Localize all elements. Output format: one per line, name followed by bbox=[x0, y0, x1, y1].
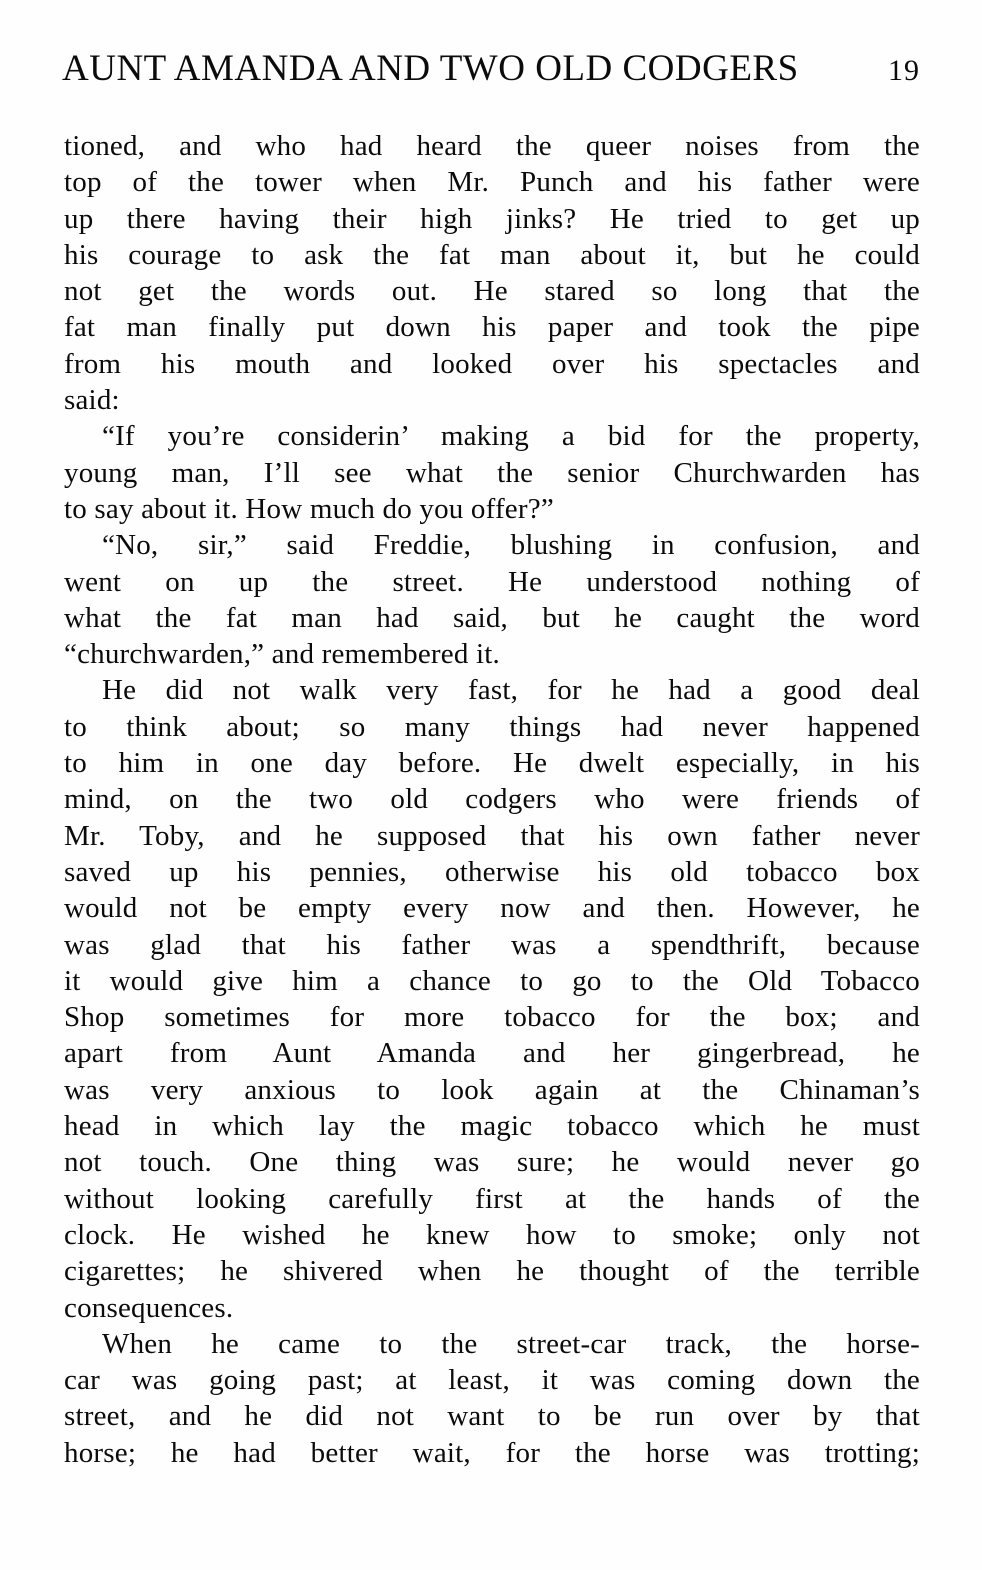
text-line: said: bbox=[64, 384, 120, 417]
text-line: went on up the street. He understood nothing of bbox=[64, 565, 920, 598]
text-line: saved up his pennies, otherwise his old tobacco box bbox=[64, 855, 920, 888]
text-line: not get the words out. He stared so long that the bbox=[64, 275, 920, 308]
text-line: fat man finally put down his paper and took the pipe bbox=[64, 311, 920, 344]
text-line: to think about; so many things had never happened bbox=[64, 710, 920, 743]
text-line: car was going past; at least, it was coming down the bbox=[64, 1364, 920, 1397]
text-line: clock. He wished he knew how to smoke; only not bbox=[64, 1218, 920, 1251]
running-head bbox=[62, 0, 920, 92]
text-line: it would give him a chance to go to the Old Tobacco bbox=[64, 964, 920, 997]
text-line: what the fat man had said, but he caught the word bbox=[64, 601, 920, 634]
text-line: cigarettes; he shivered when he thought of the terrible bbox=[64, 1255, 920, 1288]
text-line: When he came to the street-car track, the horse- bbox=[102, 1327, 920, 1360]
running-head-title: AUNT AMANDA AND TWO OLD CODGERS bbox=[62, 48, 799, 89]
text-line: He did not walk very fast, for he had a good deal bbox=[102, 674, 920, 707]
text-line: Mr. Toby, and he supposed that his own father never bbox=[64, 819, 920, 852]
text-line: would not be empty every now and then. However, he bbox=[64, 892, 920, 925]
text-line: from his mouth and looked over his spectacles and bbox=[64, 347, 920, 380]
text-line: not touch. One thing was sure; he would never go bbox=[64, 1146, 920, 1179]
text-line: street, and he did not want to be run over by that bbox=[64, 1400, 920, 1433]
text-line: to say about it. How much do you offer?” bbox=[64, 492, 554, 525]
text-line: “churchwarden,” and remembered it. bbox=[64, 638, 500, 671]
text-line: to him in one day before. He dwelt especially, in his bbox=[64, 747, 920, 780]
page-body bbox=[64, 128, 920, 1471]
text-line: was glad that his father was a spendthrift, because bbox=[64, 928, 920, 961]
text-line: “No, sir,” said Freddie, blushing in confusion, and bbox=[102, 529, 920, 562]
text-line: tioned, and who had heard the queer noises from the bbox=[64, 130, 920, 162]
page-number: 19 bbox=[888, 54, 920, 87]
text-line: horse; he had better wait, for the horse was trotting; bbox=[64, 1436, 920, 1469]
text-line: “If you’re considerin’ making a bid for the property, bbox=[102, 420, 920, 453]
text-line: up there having their high jinks? He tried to get up bbox=[64, 202, 920, 235]
text-line: without looking carefully first at the hands of the bbox=[64, 1182, 920, 1215]
text-line: young man, I’ll see what the senior Churchwarden has bbox=[64, 456, 920, 489]
text-line: was very anxious to look again at the Chinaman’s bbox=[64, 1073, 920, 1106]
text-line: head in which lay the magic tobacco which he must bbox=[64, 1110, 920, 1143]
text-line: apart from Aunt Amanda and her gingerbread, he bbox=[64, 1037, 920, 1070]
text-line: his courage to ask the fat man about it, but he could bbox=[64, 238, 920, 271]
text-line: top of the tower when Mr. Punch and his father were bbox=[64, 166, 920, 199]
text-line: consequences. bbox=[64, 1291, 234, 1324]
text-line: Shop sometimes for more tobacco for the box; and bbox=[64, 1001, 920, 1034]
text-line: mind, on the two old codgers who were friends of bbox=[64, 783, 920, 816]
